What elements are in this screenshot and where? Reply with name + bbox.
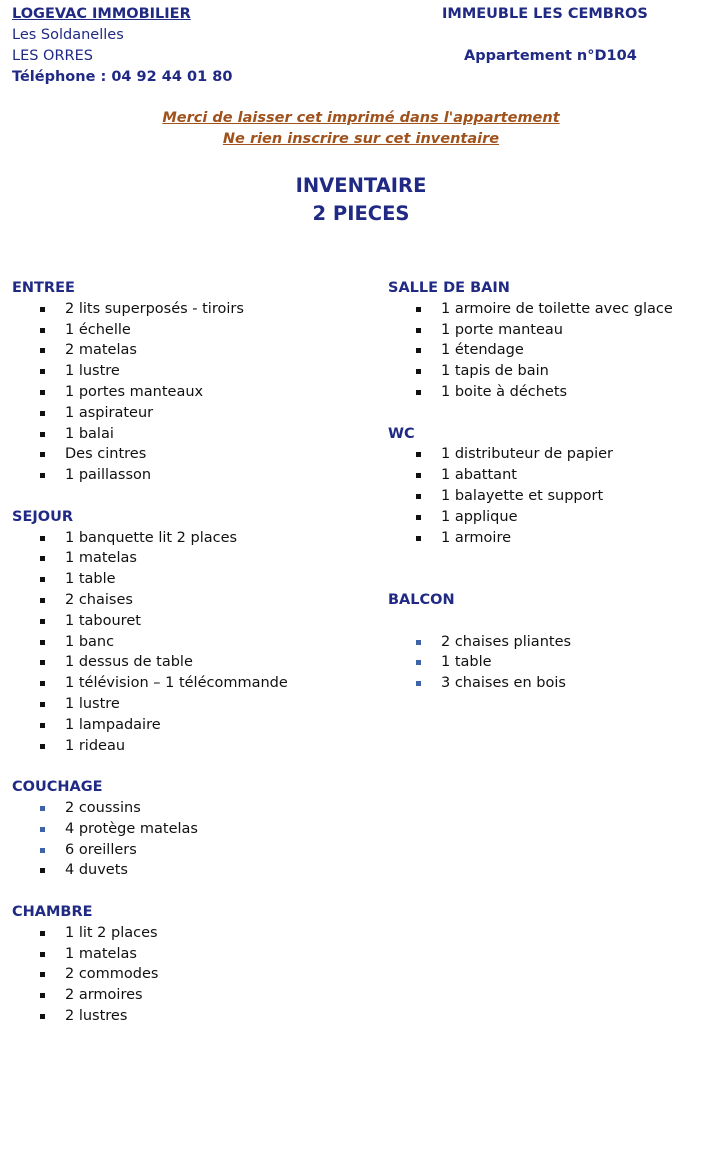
section-title-salle-de-bain: SALLE DE BAIN [388,280,510,296]
list-item: 2 coussins [12,798,372,819]
section-title-entree: ENTREE [12,280,75,296]
list-item: 1 paillasson [12,465,372,486]
list-item: 1 porte manteau [388,320,708,341]
bullet-icon [416,515,421,520]
bullet-icon [40,369,45,374]
list-item: 1 matelas [12,944,372,965]
list-item: 1 échelle [12,320,372,341]
agency-address-line2: LES ORRES [12,48,93,64]
bullet-icon [40,598,45,603]
bullet-icon [40,972,45,977]
bullet-icon [40,536,45,541]
bullet-icon [40,660,45,665]
list-salle-de-bain [388,299,708,403]
bullet-icon [40,328,45,333]
agency-address-block [12,4,232,88]
document-title [0,172,710,228]
list-item: 4 duvets [12,860,372,881]
list-item: 6 oreillers [12,840,372,861]
apartment-number: Appartement n°D104 [464,48,637,64]
list-item: 1 étendage [388,340,708,361]
agency-phone: Téléphone : 04 92 44 01 80 [12,69,233,85]
bullet-icon [40,411,45,416]
list-item: 2 chaises pliantes [388,632,708,653]
list-sejour [12,528,372,757]
list-item: 1 lustre [12,361,372,382]
agency-address-line1: Les Soldanelles [12,27,124,43]
list-item: 1 tabouret [12,611,372,632]
list-item: 1 banquette lit 2 places [12,528,372,549]
list-item: 2 lits superposés - tiroirs [12,299,372,320]
list-item: 1 rideau [12,736,372,757]
bullet-icon [40,723,45,728]
list-item: 1 table [12,569,372,590]
title-line1: INVENTAIRE [295,174,427,197]
list-item: 1 abattant [388,465,708,486]
bullet-icon [40,556,45,561]
section-title-balcon: BALCON [388,591,455,608]
list-item: 1 dessus de table [12,652,372,673]
bullet-icon [40,931,45,936]
bullet-icon [416,328,421,333]
list-item: 4 protège matelas [12,819,372,840]
bullet-icon [416,660,421,665]
bullet-icon [416,640,421,645]
bullet-icon [40,640,45,645]
bullet-icon [40,827,45,832]
bullet-icon [40,619,45,624]
inventory-right-column [388,278,708,694]
list-item: 1 lampadaire [12,715,372,736]
bullet-icon [40,744,45,749]
bullet-icon [416,390,421,395]
section-title-chambre: CHAMBRE [12,903,93,920]
list-couchage [12,798,372,881]
bullet-icon [40,952,45,957]
building-name: IMMEUBLE LES CEMBROS [442,6,648,22]
bullet-icon [416,348,421,353]
bullet-icon [40,993,45,998]
bullet-icon [416,473,421,478]
list-item: 1 aspirateur [12,403,372,424]
list-item: 2 matelas [12,340,372,361]
bullet-icon [40,702,45,707]
list-item: 2 lustres [12,1006,372,1027]
list-item: 1 banc [12,632,372,653]
list-item: 1 télévision – 1 télécommande [12,673,372,694]
agency-name: LOGEVAC IMMOBILIER [12,6,191,22]
list-item: 1 armoire [388,528,708,549]
list-wc [388,444,708,548]
bullet-icon [416,369,421,374]
list-item: Des cintres [12,444,372,465]
bullet-icon [40,307,45,312]
list-chambre [12,923,372,1027]
list-item: 1 table [388,652,708,673]
bullet-icon [40,868,45,873]
list-item: 1 portes manteaux [12,382,372,403]
title-line2: 2 PIECES [312,202,410,225]
bullet-icon [416,494,421,499]
list-item: 1 lit 2 places [12,923,372,944]
bullet-icon [416,307,421,312]
list-entree [12,299,372,486]
section-title-wc: WC [388,425,415,442]
inventory-left-column [12,278,372,1027]
bullet-icon [416,681,421,686]
list-balcon [388,632,708,694]
bullet-icon [40,848,45,853]
bullet-icon [40,681,45,686]
notice-line2: Ne rien inscrire sur cet inventaire [222,131,500,147]
list-item: 1 tapis de bain [388,361,708,382]
list-item: 2 commodes [12,964,372,985]
bullet-icon [416,452,421,457]
bullet-icon [40,390,45,395]
bullet-icon [40,577,45,582]
list-item: 1 armoire de toilette avec glace [388,299,708,320]
bullet-icon [40,473,45,478]
bullet-icon [40,432,45,437]
list-item: 1 matelas [12,548,372,569]
bullet-icon [40,348,45,353]
bullet-icon [40,1014,45,1019]
list-item: 1 boite à déchets [388,382,708,403]
list-item: 1 distributeur de papier [388,444,708,465]
list-item: 2 chaises [12,590,372,611]
section-title-sejour: SEJOUR [12,508,74,525]
list-item: 1 balayette et support [388,486,708,507]
section-spacer [388,611,708,632]
bullet-icon [40,452,45,457]
bullet-icon [416,536,421,541]
list-item: 1 lustre [12,694,372,715]
notice-line1: Merci de laisser cet imprimé dans l'appartement [162,110,560,126]
section-title-couchage: COUCHAGE [12,779,103,796]
notice-block [0,108,710,150]
list-item: 1 applique [388,507,708,528]
list-item: 2 armoires [12,985,372,1006]
bullet-icon [40,806,45,811]
list-item: 1 balai [12,424,372,445]
list-item: 3 chaises en bois [388,673,708,694]
